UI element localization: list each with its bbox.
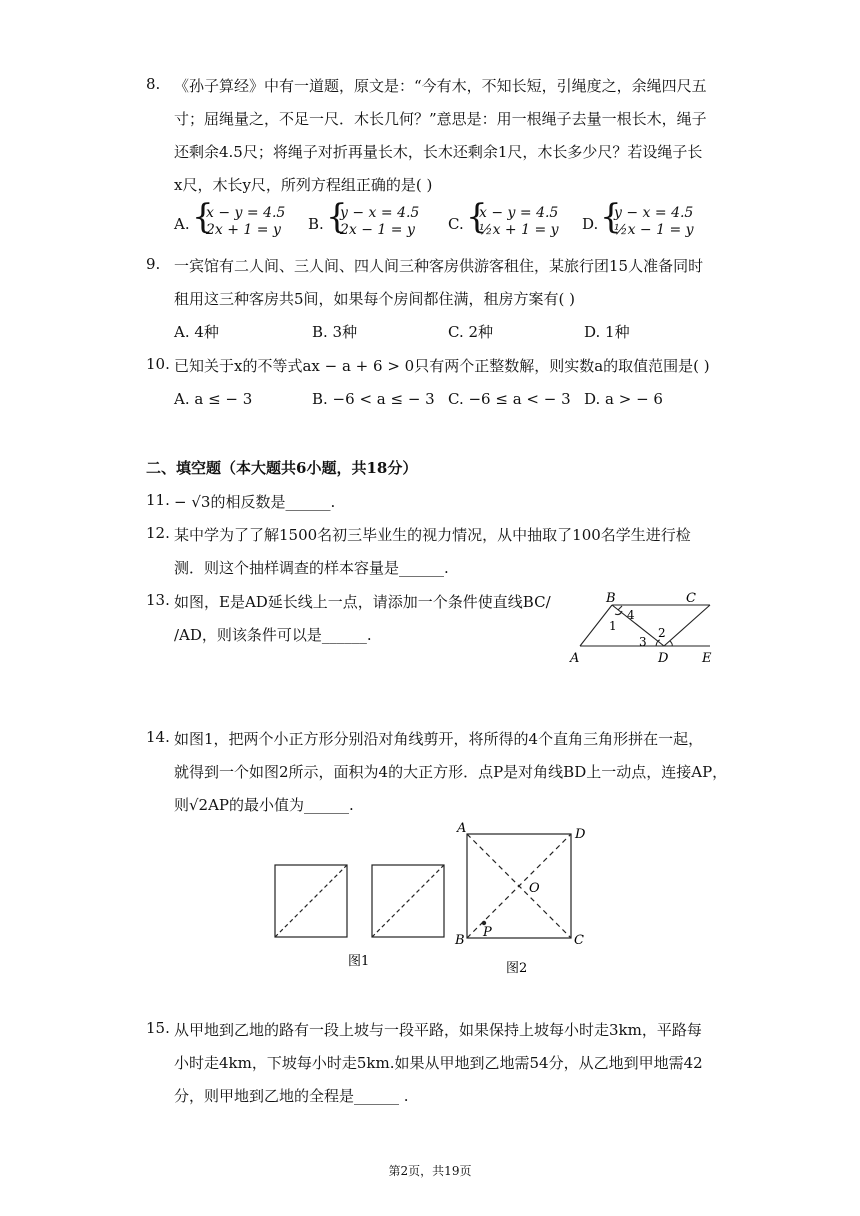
fig2-label-b: B — [455, 933, 465, 948]
q8-option-a-system: x − y = 4.5 2x + 1 = y — [206, 205, 286, 238]
q9-option-a: A. 4种 — [174, 323, 219, 341]
q11-line: − √3的相反数是______. — [174, 493, 336, 511]
q14-line-1: 如图1，把两个小正方形分别沿对角线剪开，将所得的4个直角三角形拼在一起， — [174, 730, 704, 748]
q8-option-c-brace: { — [466, 197, 488, 237]
q10-line: 已知关于x的不等式ax − a + 6 > 0只有两个正整数解，则实数a的取值范围是( ) — [174, 357, 710, 375]
fig1-diagonal-left — [275, 865, 347, 937]
q8-option-b-brace: { — [326, 197, 348, 237]
q10-number: 10. — [146, 355, 170, 373]
q9-line-1: 一宾馆有二人间、三人间、四人间三种客房供游客租住，某旅行团15人准备同时 — [174, 257, 704, 275]
line-bd — [612, 605, 664, 646]
q8-option-b-label: B. — [308, 215, 324, 233]
q14-figure — [270, 820, 600, 980]
label-c: C — [686, 591, 696, 606]
line-dc — [664, 605, 710, 646]
q12-line-1: 某中学为了了解1500名初三毕业生的视力情况，从中抽取了100名学生进行检 — [174, 526, 691, 544]
q8-line-3: 还剩余4.5尺；将绳子对折再量长木，长木还剩余1尺，木长多少尺？若设绳子长 — [174, 143, 703, 161]
fig1-diagonal-right — [372, 865, 444, 937]
label-d: D — [658, 651, 669, 666]
q9-number: 9. — [146, 255, 161, 273]
q8-number: 8. — [146, 75, 161, 93]
fig2-label-c: C — [574, 933, 584, 948]
q8-option-b-system: y − x = 4.5 2x − 1 = y — [340, 205, 420, 238]
q13-line-1: 如图，E是AD延长线上一点，请添加一个条件使直线BC/ — [174, 593, 551, 611]
q8-option-d-system: y − x = 4.5 ½x − 1 = y — [614, 205, 694, 238]
q15-line-3: 分，则甲地到乙地的全程是______ . — [174, 1087, 409, 1105]
q13-figure — [560, 590, 720, 670]
q9-option-d: D. 1种 — [584, 323, 630, 341]
angle-2-label: 2 — [658, 626, 666, 640]
angle-4-mark — [618, 606, 622, 610]
q9-option-c: C. 2种 — [448, 323, 494, 341]
fig2-caption: 图2 — [506, 961, 528, 976]
q13-line-2: /AD，则该条件可以是______. — [174, 626, 372, 644]
q12-number: 12. — [146, 524, 170, 542]
fig2-label-a: A — [457, 821, 467, 836]
q8-option-d-brace: { — [600, 197, 622, 237]
fig2-label-o: O — [529, 881, 540, 896]
q9-line-2: 租用这三种客房共5间，如果每个房间都住满，租房方案有( ) — [174, 290, 576, 308]
angle-4-label: 4 — [627, 608, 635, 622]
angle-1-label: 1 — [609, 619, 617, 633]
q8-line-1: 《孙子算经》中有一道题，原文是：“今有木，不知长短，引绳度之，余绳四尺五 — [174, 77, 707, 95]
q10-option-a: A. a ≤ − 3 — [174, 390, 253, 408]
q8-option-d-label: D. — [582, 215, 599, 233]
q10-option-b: B. −6 < a ≤ − 3 — [312, 390, 435, 408]
line-ab — [580, 605, 612, 646]
q11-number: 11. — [146, 491, 170, 509]
q13-number: 13. — [146, 591, 170, 609]
q14-line-3: 则√2AP的最小值为______. — [174, 796, 354, 814]
q8-option-a-label: A. — [174, 215, 190, 233]
label-e: E — [702, 651, 712, 666]
q8-line-2: 寸；屈绳量之，不足一尺．木长几何？”意思是：用一根绳子去量一根长木，绳子 — [174, 110, 707, 128]
section-2-heading: 二、填空题（本大题共6小题，共18分） — [146, 459, 418, 477]
q10-option-d: D. a > − 6 — [584, 390, 663, 408]
q14-number: 14. — [146, 728, 170, 746]
fig1-caption: 图1 — [348, 954, 370, 969]
page-footer: 第2页，共19页 — [388, 1164, 472, 1178]
q15-line-1: 从甲地到乙地的路有一段上坡与一段平路，如果保持上坡每小时走3km，平路每 — [174, 1021, 702, 1039]
label-a: A — [570, 651, 580, 666]
q12-line-2: 测．则这个抽样调查的样本容量是______. — [174, 559, 449, 577]
q8-option-c-system: x − y = 4.5 ½x + 1 = y — [479, 205, 559, 238]
q14-line-2: 就得到一个如图2所示，面积为4的大正方形．点P是对角线BD上一动点，连接AP， — [174, 763, 728, 781]
fig2-label-p: P — [483, 925, 492, 940]
q15-number: 15. — [146, 1019, 170, 1037]
q8-line-4: x尺，木长y尺，所列方程组正确的是( ) — [174, 176, 433, 194]
angle-2-mark — [670, 641, 672, 646]
q8-option-c-label: C. — [448, 215, 464, 233]
q9-option-b: B. 3种 — [312, 323, 358, 341]
angle-3-label: 3 — [639, 635, 647, 649]
q8-option-a-brace: { — [192, 197, 214, 237]
q10-option-c: C. −6 ≤ a < − 3 — [448, 390, 571, 408]
fig2-label-d: D — [575, 827, 586, 842]
label-b: B — [606, 591, 616, 606]
q15-line-2: 小时走4km，下坡每小时走5km.如果从甲地到乙地需54分，从乙地到甲地需42 — [174, 1054, 703, 1072]
